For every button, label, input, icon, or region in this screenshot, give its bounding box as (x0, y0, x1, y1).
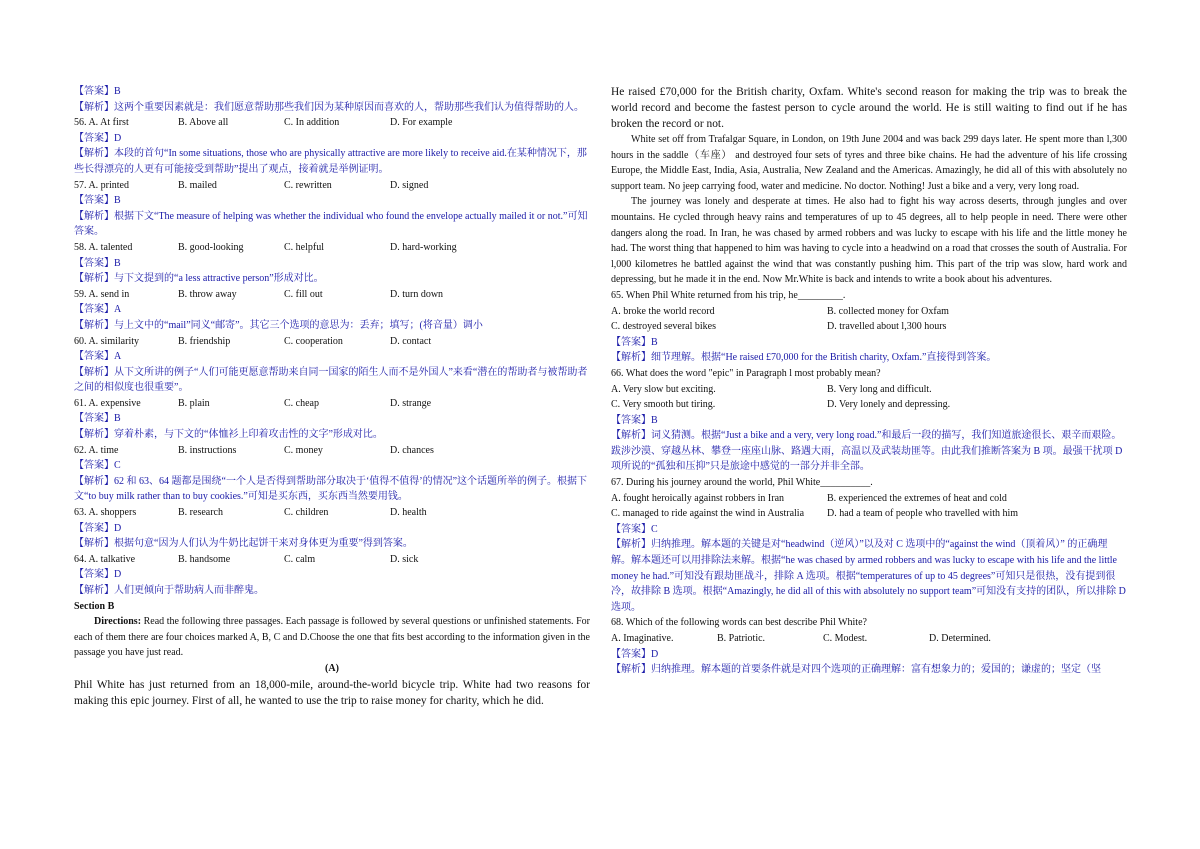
directions-text: Read the following three passages. Each passage is followed by several questions or unfinished statements. For each of them there are four choices marked A, B, C and D.Choose the one that fits best according to the information given in the passage you have just read. (74, 616, 590, 659)
option-item: 61. A. expensive (74, 397, 141, 409)
option-item: D. chances (390, 444, 434, 456)
answer-options (74, 552, 590, 568)
option-item: 58. A. talented (74, 241, 133, 253)
explanation: 【解析】细节理解。根据“He raised £70,000 for the British charity, Oxfam.”直接得到答案。 (611, 352, 997, 364)
answer-options (611, 304, 1127, 320)
answer-label: 【答案】C (611, 523, 658, 535)
answer-options (611, 491, 1127, 507)
answer-options (611, 382, 1127, 398)
option-item: B. research (178, 507, 223, 519)
option-item: B. experienced the extremes of heat and cold (827, 492, 1007, 504)
option-item: C. cheap (284, 397, 319, 409)
option-item: C. helpful (284, 241, 324, 253)
option-item: C. rewritten (284, 179, 332, 191)
option-item: D. health (390, 507, 427, 519)
option-item: C. fill out (284, 288, 323, 300)
option-item: A. Very slow but exciting. (611, 383, 716, 395)
explanation: 【解析】归纳推理。解本题的首要条件就是对四个选项的正确理解：富有想象力的；爱国的；谦虚的；坚定（坚 (611, 664, 1101, 676)
question: 68. Which of the following words can best describe Phil White? (611, 617, 867, 629)
right-column (611, 84, 1127, 678)
option-item: B. instructions (178, 444, 237, 456)
option-item: 64. A. talkative (74, 553, 136, 565)
option-item: D. For example (390, 117, 453, 129)
directions (74, 614, 590, 661)
answer-options (74, 396, 590, 412)
answer-label: 【答案】D (611, 648, 659, 660)
answer-label: 【答案】B (74, 195, 121, 207)
option-item: B. handsome (178, 553, 231, 565)
explanation: 【解析】这两个重要因素就是：我们愿意帮助那些我们因为某种原因而喜欢的人，帮助那些我们认为值得帮助的人。 (74, 101, 584, 113)
option-item: D. strange (390, 397, 432, 409)
option-item: 59. A. send in (74, 288, 130, 300)
explanation: 【解析】词义猜测。根据“Just a bike and a very, very long road.”和最后一段的描写，我们知道旅途很长、艰辛而艰险。跋涉沙漠、穿越丛林、攀登一座座山脉、路遇大雨，高温以及武装劫匪等。由此我们推断答案为 B 项。最强干扰项 D 项所说的“孤独和压抑”只是旅途中感觉的一部分并非全部。 (611, 430, 1123, 473)
option-item: A. fought heroically against robbers in Iran (611, 492, 785, 504)
option-item: C. managed to ride against the wind in Australia (611, 508, 805, 520)
answer-options (74, 178, 590, 194)
left-column (74, 84, 590, 709)
option-item: B. Patriotic. (717, 633, 766, 644)
answer-options (74, 115, 590, 131)
option-item: B. mailed (178, 179, 217, 191)
answer-options (611, 506, 1127, 522)
option-item: 56. A. At first (74, 117, 129, 129)
explanation: 【解析】与下文提到的“a less attractive person”形成对比。 (74, 273, 324, 285)
answer-label: 【答案】B (74, 413, 121, 425)
explanation: 【解析】根据句意“因为人们认为牛奶比起饼干来对身体更为重要”得到答案。 (74, 538, 413, 550)
option-item: B. plain (178, 397, 210, 409)
answer-label: 【答案】A (74, 304, 122, 316)
option-item: D. had a team of people who travelled with him (827, 508, 1019, 520)
option-item: C. cooperation (284, 335, 343, 347)
answer-label: 【答案】A (74, 351, 122, 363)
option-item: B. Very long and difficult. (827, 383, 932, 395)
option-item: C. money (284, 444, 323, 456)
explanation: 【解析】与上文中的“mail”同义“邮寄”。其它三个选项的意思为：丢弃；填写；(将音量）调小 (74, 319, 483, 331)
option-item: 57. A. printed (74, 179, 129, 191)
option-item: D. contact (390, 335, 432, 347)
option-item: 62. A. time (74, 444, 119, 456)
explanation: 【解析】62 和 63、64 题都是围绕“一个人是否得到帮助部分取决于‘值得不值得’的情况”这个话题所举的例子。根据下文“to buy milk rather than to buy cookies.”可知是买东西，买东西当然要用钱。 (74, 475, 588, 503)
question: 67. During his journey around the world, Phil White__________. (611, 477, 873, 489)
option-item: D. Very lonely and depressing. (827, 399, 951, 411)
option-item: D. hard-working (390, 241, 457, 253)
answer-options (74, 240, 590, 256)
option-item: A. Imaginative. (611, 633, 674, 644)
answer-options (74, 287, 590, 303)
option-item: C. In addition (284, 117, 340, 129)
answer-options (74, 505, 590, 521)
option-item: B. collected money for Oxfam (827, 305, 949, 317)
option-item: D. travelled about l,300 hours (827, 321, 947, 333)
answer-label: 【答案】D (74, 522, 122, 534)
option-item: 63. A. shoppers (74, 507, 137, 519)
option-item: D. signed (390, 179, 429, 191)
question: 66. What does the word "epic" in Paragraph l most probably mean? (611, 367, 881, 379)
explanation: 【解析】从下文所讲的例子“人们可能更愿意帮助来自同一国家的陌生人而不是外国人”来看“潜在的帮助者与被帮助者之间的相似度也很重要”。 (74, 366, 588, 394)
option-item: C. children (284, 507, 329, 519)
answer-label: 【答案】B (74, 86, 121, 97)
option-item: C. Modest. (823, 633, 868, 644)
passage-paragraph: White set off from Trafalgar Square, in London, on 19th June 2004 and was back 299 days later. He spent more than l,300 hours in the saddle（车座） and destroyed four sets of tyres and three bike chains. He had the adventure of his life crossing Europe, the Middle East, India, Asia, Australia, New Zealand and the Americas. Amazingly, he did all of this with absolutely no support team. No jeep carrying food, water and medicine. No doctor. Nothing! Just a bike and a very, very long road. (611, 134, 1127, 192)
answer-options (611, 397, 1127, 413)
answer-label: 【答案】B (611, 414, 658, 426)
section-heading: Section B (74, 600, 115, 612)
answer-label: 【答案】B (74, 257, 121, 269)
explanation: 【解析】人们更倾向于帮助病人而非醉鬼。 (74, 585, 264, 596)
option-item: 60. A. similarity (74, 335, 139, 347)
answer-options (611, 631, 1127, 647)
explanation: 【解析】归纳推理。解本题的关键是对“headwind（逆风）”以及对 C 选项中的“against the wind（顶着风）” 的正确理解。解本题还可以用排除法来解。根据“he was chased by armed robbers and was lucky to escape with his life and the little money he had.”可知没有跟劫匪战斗，排除 A 选项。根据“temperatures of up to 45 degrees”可知只是很热，没有提到很冷，故排除 B 选项。根据“Amazingly, he did all of this with absolutely no support team”可知没有支持的团队，所以排除 D 选项。 (611, 539, 1126, 613)
option-item: B. good-looking (178, 241, 244, 253)
explanation: 【解析】本段的首句“In some situations, those who are physically attractive are more likely to receive aid.在某种情况下，那些长得漂亮的人更有可能接受到帮助”提出了观点，接着就是举例证明。 (74, 148, 587, 175)
option-item: D. sick (390, 553, 419, 565)
passage-paragraph: The journey was lonely and desperate at times. He also had to fight his way across deserts, through jungles and over mountains. He cycled through heavy rains and temperatures of up to 45 degrees, all to help people in need. There were other dangers along the road. In Iran, he was chased by armed robbers and was lucky to escape with his life and the little money he had. The worst thing that happened to him was having to cycle into a headwind on a road that crosses the south of Australia. For l,000 kilometres he battled against the wind that was constantly pushing him. This part of the trip was slow, hard work and depressing, but he made it in the end. Now Mr.White is back and intends to write a book about his adventures. (611, 196, 1127, 286)
answer-options (74, 334, 590, 350)
explanation: 【解析】穿着朴素，与下文的“体恤衫上印着攻击性的文字”形成对比。 (74, 429, 383, 441)
passage-text: Phil White has just returned from an 18,000-mile, around-the-world bicycle trip. White had two reasons for making this epic journey. First of all, he wanted to use the trip to raise money for charity, which he did. (74, 678, 590, 707)
directions-label: Directions: (94, 616, 142, 628)
passage-text: He raised £70,000 for the British charity, Oxfam. White's second reason for making the trip was to break the world record and become the fastest person to cycle around the world. He is still waiting to find out if he has broken the record or not. (611, 86, 1127, 130)
option-item: B. throw away (178, 288, 237, 300)
question: 65. When Phil White returned from his trip, he_________. (611, 289, 846, 301)
answer-options (74, 443, 590, 459)
option-item: C. calm (284, 553, 316, 565)
answer-label: 【答案】C (74, 460, 121, 472)
option-item: B. friendship (178, 335, 231, 347)
answer-label: 【答案】D (74, 132, 122, 144)
passage-label: (A) (325, 662, 339, 674)
answer-label: 【答案】D (74, 569, 122, 581)
explanation: 【解析】根据下文“The measure of helping was whether the individual who found the envelope actually mailed it or not.”可知答案。 (74, 210, 588, 238)
option-item: A. broke the world record (611, 305, 715, 317)
option-item: D. turn down (390, 288, 444, 300)
answer-label: 【答案】B (611, 336, 658, 348)
option-item: D. Determined. (929, 633, 991, 644)
option-item: C. Very smooth but tiring. (611, 399, 716, 411)
answer-options (611, 319, 1127, 335)
option-item: C. destroyed several bikes (611, 321, 716, 333)
option-item: B. Above all (178, 117, 229, 129)
